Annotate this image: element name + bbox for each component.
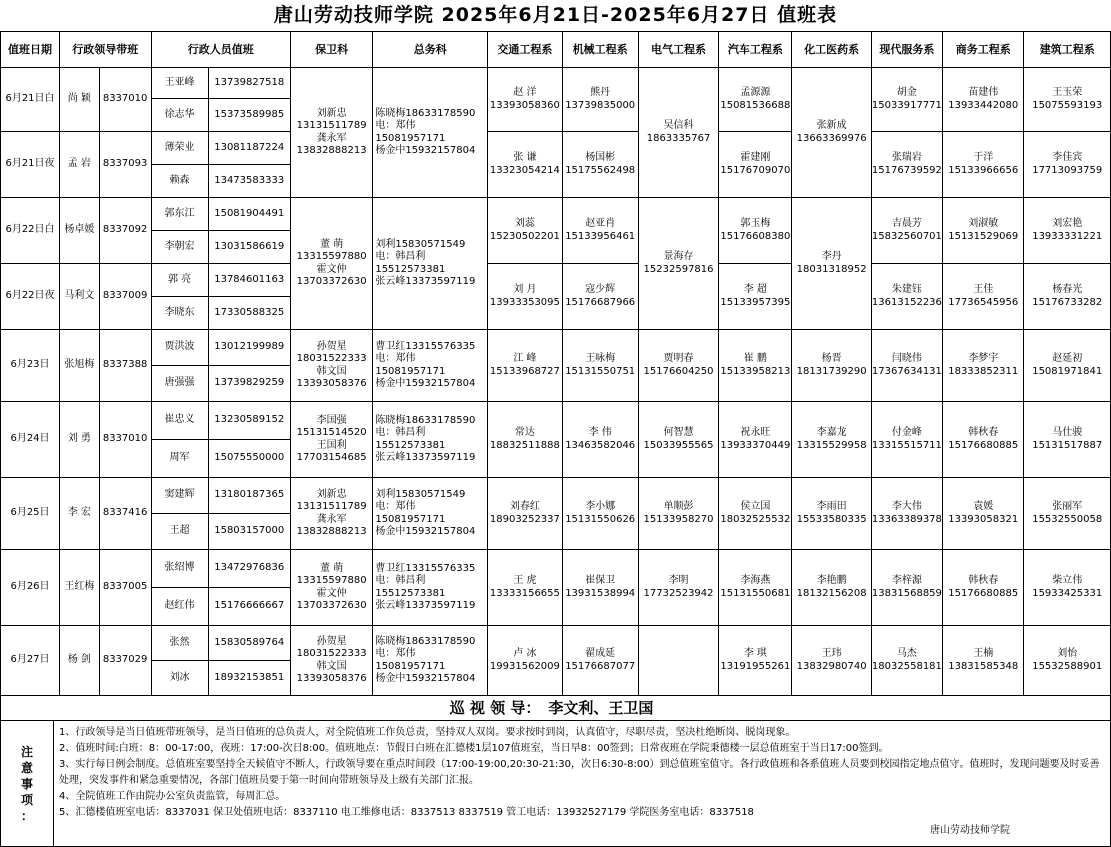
column-header: 电气工程系 [638, 32, 718, 68]
table-cell: 苗建伟 13933442080 [943, 68, 1024, 132]
table-cell: 张绍博 [151, 550, 208, 588]
duty-table [0, 31, 1111, 696]
table-cell: 侯立国 18032525532 [719, 478, 792, 550]
table-cell: 张旭梅 [60, 330, 100, 402]
table-cell: 13081187224 [208, 132, 290, 165]
table-cell: 8337009 [99, 264, 151, 330]
note-item: 5、汇德楼值班室电话：8337031 保卫处值班电话：8337110 电工维修电话：8337513 8337519 管工电话：13932527179 学院医务室电话：8337518 [59, 807, 754, 818]
notes-label-char: 注 [20, 744, 33, 759]
table-cell: 王玉荣 15075593193 [1024, 68, 1111, 132]
table-cell: 李晓东 [151, 297, 208, 330]
patrol-leaders [0, 696, 1111, 721]
table-cell: 15075550000 [208, 440, 290, 478]
table-cell: 8337010 [99, 402, 151, 478]
table-cell: 张 谦 13323054214 [488, 132, 562, 198]
table-cell: 6月21日白 [1, 68, 60, 132]
notes-label-char: 事 [20, 776, 33, 791]
table-row [1, 132, 1111, 165]
table-cell: 6月22日白 [1, 198, 60, 264]
table-cell: 李 超 15133957395 [719, 264, 792, 330]
column-header: 商务工程系 [943, 32, 1024, 68]
table-cell: 张新成 13663369976 [792, 68, 871, 198]
notes-label-char: 项 [20, 792, 33, 807]
table-cell: 韩秋春 15176680885 [943, 402, 1024, 478]
table-cell: 李佳宾 17713093759 [1024, 132, 1111, 198]
note-item: 3、实行每日例会制度。总值班室要坚持全天候值守不断人，行政领导要在重点时间段（17:00-19:00,20:30-21:30，次日6:30-8:00）到总值班室值守。各行政值班和各系值班人员要到校园指定地点值守。值班时，发现问题要及时妥善处理，突发事件和紧急重要情况，各部门值班员要于第一时间向带班领导及上级有关部门汇报。 [59, 759, 1100, 786]
table-cell: 吉晨芳 15832560701 [871, 198, 942, 264]
table-cell: 祝永旺 13933370449 [719, 402, 792, 478]
table-cell: 陈晓梅18633178590 电：郑伟 15081957171 杨金中15932157804 [373, 68, 488, 198]
table-row [1, 402, 1111, 440]
table-cell: 尚 颖 [60, 68, 100, 132]
table-cell: 刘宏艳 13933331221 [1024, 198, 1111, 264]
table-cell: 15373589985 [208, 99, 290, 132]
table-cell: 刘蕊 15230502201 [488, 198, 562, 264]
table-cell [638, 626, 718, 696]
table-cell: 王咏梅 15131550751 [562, 330, 638, 402]
column-header: 化工医药系 [792, 32, 871, 68]
column-header: 现代服务系 [871, 32, 942, 68]
table-cell: 13472976836 [208, 550, 290, 588]
table-cell: 8337010 [99, 68, 151, 132]
table-cell: 贾洪波 [151, 330, 208, 366]
patrol-label: 巡 视 领 导： [449, 699, 541, 717]
table-cell: 马仕骏 15131517887 [1024, 402, 1111, 478]
table-cell: 6月24日 [1, 402, 60, 478]
column-header: 交通工程系 [488, 32, 562, 68]
table-cell: 董 萌 13315597880 霍文仲 13703372630 [290, 198, 372, 330]
table-cell: 崔 鹏 15133958213 [719, 330, 792, 402]
table-cell: 崔保卫 13931538994 [562, 550, 638, 626]
column-header: 保卫科 [290, 32, 372, 68]
table-cell: 8337029 [99, 626, 151, 696]
table-cell: 孙贺星 18031522333 韩文国 13393058376 [290, 626, 372, 696]
table-cell: 王楠 13831585348 [943, 626, 1024, 696]
table-cell: 8337093 [99, 132, 151, 198]
column-header: 总务科 [373, 32, 488, 68]
table-cell: 李嘉龙 13315529958 [792, 402, 871, 478]
table-cell: 郭东江 [151, 198, 208, 231]
table-row [1, 264, 1111, 297]
table-cell: 李朝宏 [151, 231, 208, 264]
table-cell: 刘利15830571549 电：郑伟 15081957171 杨金中15932157804 [373, 478, 488, 550]
table-cell: 13180187365 [208, 478, 290, 514]
table-cell: 6月27日 [1, 626, 60, 696]
table-cell: 13031586619 [208, 231, 290, 264]
table-cell: 崔忠义 [151, 402, 208, 440]
table-cell: 郭 亮 [151, 264, 208, 297]
table-cell: 8337092 [99, 198, 151, 264]
table-cell: 马杰 18032558181 [871, 626, 942, 696]
table-cell: 15176666667 [208, 588, 290, 626]
table-cell: 李丹 18031318952 [792, 198, 871, 330]
table-cell: 赵延初 15081971841 [1024, 330, 1111, 402]
table-cell: 13012199989 [208, 330, 290, 366]
patrol-names: 李文利、王卫国 [548, 699, 654, 717]
notes-section [0, 721, 1111, 847]
table-cell: 杨 剑 [60, 626, 100, 696]
notes-label-char: 意 [20, 760, 33, 775]
table-cell: 陈晓梅18633178590 电：郑伟 15081957171 杨金中15932157804 [373, 626, 488, 696]
table-cell: 杨春光 15176733282 [1024, 264, 1111, 330]
table-cell: 李国强 15131514520 王国利 17703154685 [290, 402, 372, 478]
table-cell: 8337388 [99, 330, 151, 402]
table-cell: 付金峰 13315515711 [871, 402, 942, 478]
table-cell: 袁媛 13393058321 [943, 478, 1024, 550]
table-cell: 韩秋春 15176680885 [943, 550, 1024, 626]
table-cell: 朱建钰 13613152236 [871, 264, 942, 330]
table-cell: 李梓源 13831568859 [871, 550, 942, 626]
table-cell: 刘 勇 [60, 402, 100, 478]
table-cell: 杨卓媛 [60, 198, 100, 264]
table-cell: 闫晓伟 17367634131 [871, 330, 942, 402]
table-cell: 6月21日夜 [1, 132, 60, 198]
table-cell: 周军 [151, 440, 208, 478]
table-cell: 刘 月 13933353095 [488, 264, 562, 330]
table-cell: 李明 17732523942 [638, 550, 718, 626]
table-cell: 刘新忠 13131511789 龚永军 13832888213 [290, 68, 372, 198]
table-cell: 李雨田 15533580335 [792, 478, 871, 550]
note-item: 4、全院值班工作由院办公室负责监管，每周汇总。 [59, 791, 286, 802]
table-cell: 刘怡 15532588901 [1024, 626, 1111, 696]
table-cell: 柴立伟 15933425331 [1024, 550, 1111, 626]
table-cell: 薄荣业 [151, 132, 208, 165]
table-cell: 18932153851 [208, 661, 290, 696]
column-header: 汽车工程系 [719, 32, 792, 68]
note-item: 1、行政领导是当日值班带班领导，是当日值班的总负责人，对全院值班工作负总责，坚持双人双岗。要求按时到岗，认真值守，尽职尽责，坚决杜绝断岗、脱岗现象。 [59, 727, 796, 738]
table-cell: 郭玉梅 15176608380 [719, 198, 792, 264]
table-cell: 15830589764 [208, 626, 290, 661]
table-cell: 李 伟 13463582046 [562, 402, 638, 478]
table-row [1, 198, 1111, 231]
table-row [1, 550, 1111, 588]
column-header: 行政领导带班 [60, 32, 152, 68]
table-cell: 于洋 15133966656 [943, 132, 1024, 198]
table-cell: 张丽军 15532550058 [1024, 478, 1111, 550]
table-cell: 李 琪 13191955261 [719, 626, 792, 696]
table-cell: 8337416 [99, 478, 151, 550]
column-header: 机械工程系 [562, 32, 638, 68]
table-cell: 李小娜 15131550626 [562, 478, 638, 550]
table-cell: 窦建辉 [151, 478, 208, 514]
table-cell: 江 峰 15133968727 [488, 330, 562, 402]
table-cell: 徐志华 [151, 99, 208, 132]
table-cell: 13739829259 [208, 366, 290, 402]
table-cell: 8337005 [99, 550, 151, 626]
table-cell: 刘冰 [151, 661, 208, 696]
table-cell: 李大伟 13363389378 [871, 478, 942, 550]
table-cell: 常达 18832511888 [488, 402, 562, 478]
table-cell: 王超 [151, 514, 208, 550]
table-header [1, 32, 1111, 68]
table-cell: 吴信科 1863335767 [638, 68, 718, 198]
column-header: 建筑工程系 [1024, 32, 1111, 68]
table-cell: 赵红伟 [151, 588, 208, 626]
table-cell: 熊丹 13739835000 [562, 68, 638, 132]
table-cell: 单顺彭 15133958270 [638, 478, 718, 550]
table-cell: 赵亚肖 15133956461 [562, 198, 638, 264]
table-cell: 孟源源 15081536688 [719, 68, 792, 132]
table-cell: 6月23日 [1, 330, 60, 402]
column-header: 值班日期 [1, 32, 60, 68]
notes-body [59, 725, 1105, 821]
table-cell: 李 宏 [60, 478, 100, 550]
table-cell: 李艳鹏 18132156208 [792, 550, 871, 626]
column-header: 行政人员值班 [151, 32, 290, 68]
table-cell: 霍建刚 15176709070 [719, 132, 792, 198]
notes-label [1, 721, 54, 846]
table-row [1, 626, 1111, 661]
table-cell: 13739827518 [208, 68, 290, 99]
page-title: 唐山劳动技师学院 2025年6月21日-2025年6月27日 值班表 [273, 4, 838, 26]
note-item: 2、值班时间:白班：8：00-17:00，夜班：17:00-次日8:00。值班地点：节假日白班在汇德楼1层107值班室，当日早8：00签到；日常夜班在学院秉德楼一层总值班室于当日17:00签到。 [59, 743, 889, 754]
table-cell: 何智慧 15033955565 [638, 402, 718, 478]
table-cell: 寇少辉 15176687966 [562, 264, 638, 330]
table-row [1, 330, 1111, 366]
table-cell: 6月22日夜 [1, 264, 60, 330]
table-cell: 李海燕 15131550681 [719, 550, 792, 626]
table-cell: 唐强强 [151, 366, 208, 402]
table-cell: 赖森 [151, 165, 208, 198]
table-cell: 刘利15830571549 电：韩昌利 15512573381 张云峰13373597119 [373, 198, 488, 330]
table-cell: 贾明春 15176604250 [638, 330, 718, 402]
table-cell: 曹卫红13315576335 电：韩昌利 15512573381 张云峰13373597119 [373, 550, 488, 626]
table-cell: 王亚峰 [151, 68, 208, 99]
table-cell: 孟 岩 [60, 132, 100, 198]
table-cell: 胡金 15033917771 [871, 68, 942, 132]
table-cell: 13784601163 [208, 264, 290, 297]
table-cell: 6月26日 [1, 550, 60, 626]
table-cell: 董 萌 13315597880 霍文仲 13703372630 [290, 550, 372, 626]
table-cell: 李梦宇 18333852311 [943, 330, 1024, 402]
table-cell: 卢 冰 19931562009 [488, 626, 562, 696]
table-cell: 杨晋 18131739290 [792, 330, 871, 402]
table-cell: 王玮 13832980740 [792, 626, 871, 696]
table-cell: 赵 洋 13393058360 [488, 68, 562, 132]
table-cell: 15081904491 [208, 198, 290, 231]
table-cell: 张然 [151, 626, 208, 661]
table-cell: 刘春红 18903252337 [488, 478, 562, 550]
table-cell: 刘新忠 13131511789 龚永军 13832888213 [290, 478, 372, 550]
table-row [1, 478, 1111, 514]
table-cell: 景海存 15232597816 [638, 198, 718, 330]
table-cell: 翟成延 15176687077 [562, 626, 638, 696]
table-cell: 王红梅 [60, 550, 100, 626]
table-cell: 6月25日 [1, 478, 60, 550]
table-cell: 张瑞岩 15176739592 [871, 132, 942, 198]
table-cell: 陈晓梅18633178590 电：韩昌利 15512573381 张云峰13373597119 [373, 402, 488, 478]
table-cell: 刘淑敏 15131529069 [943, 198, 1024, 264]
table-cell: 13230589152 [208, 402, 290, 440]
table-cell: 王 虎 13333156655 [488, 550, 562, 626]
table-cell: 马利文 [60, 264, 100, 330]
school-signature: 唐山劳动技师学院 [930, 825, 1010, 836]
table-cell: 15803157000 [208, 514, 290, 550]
table-cell: 13473583333 [208, 165, 290, 198]
table-cell: 17330588325 [208, 297, 290, 330]
table-cell: 王佳 17736545956 [943, 264, 1024, 330]
table-row [1, 68, 1111, 99]
table-cell: 孙贺星 18031522333 韩文国 13393058376 [290, 330, 372, 402]
table-cell: 杨国彬 15175562498 [562, 132, 638, 198]
table-cell: 曹卫红13315576335 电：郑伟 15081957171 杨金中15932157804 [373, 330, 488, 402]
notes-label-char: ： [20, 808, 33, 823]
